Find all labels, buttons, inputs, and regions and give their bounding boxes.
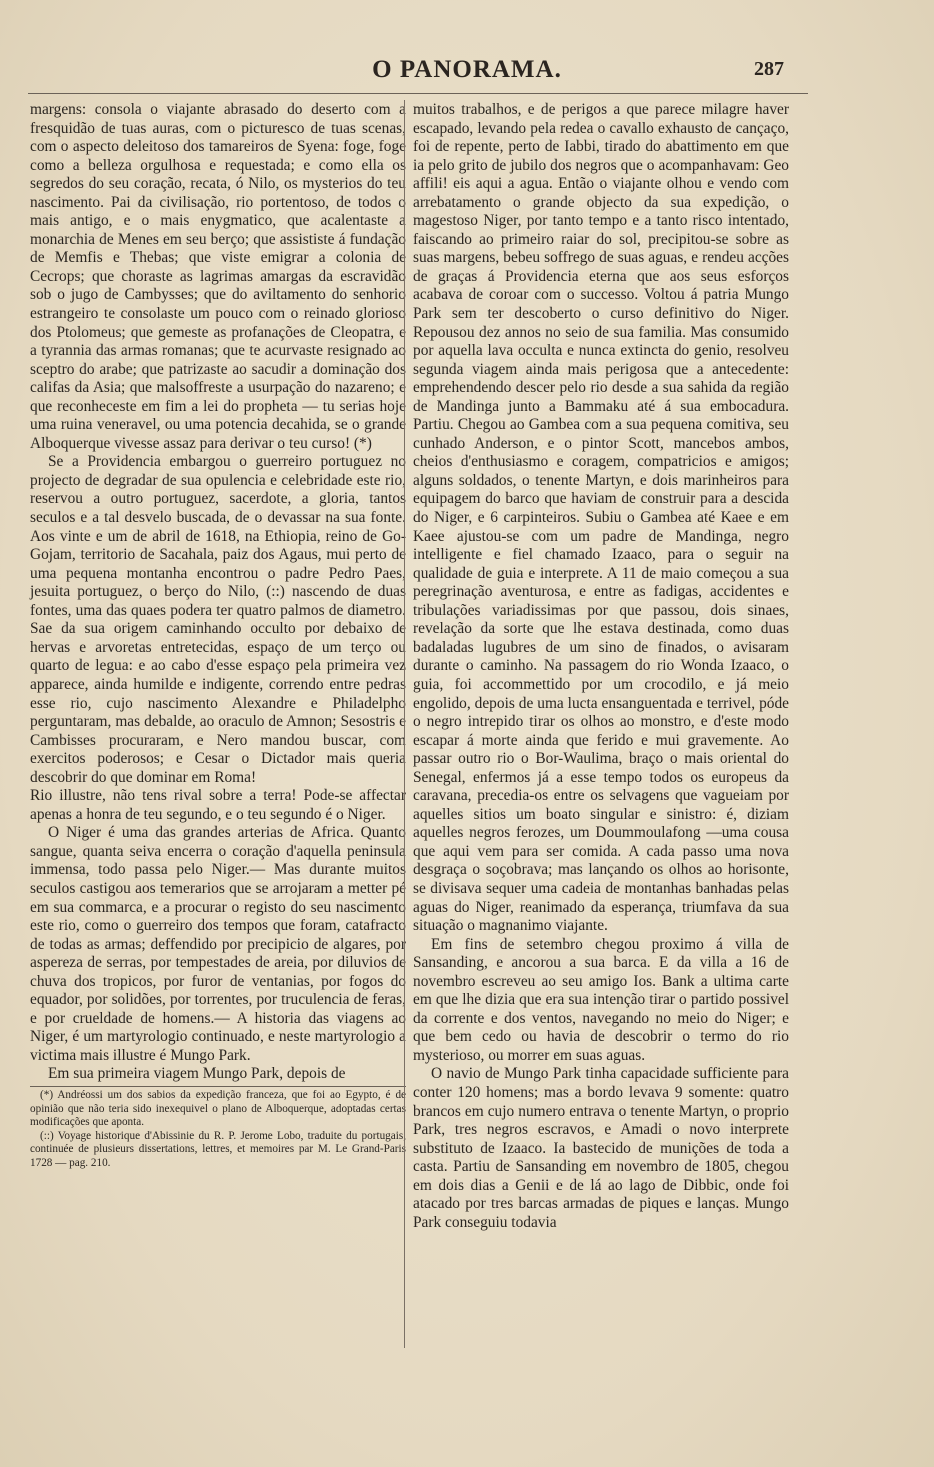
paragraph: Em sua primeira viagem Mungo Park, depois de: [48, 1065, 346, 1083]
paragraph: Em fins de setembro chegou proximo á villa de Sansanding, e ancorou a sua barca. E da villa a 16 de novembro escreveu ao seu amigo Ios. Bank a ultima carte em que lhe dizia que era sua intenção tirar o partido possivel da corrente e dos ventos, navegando no meio do Niger; e que bem cedo ou havia de descobrir o termo do rio mysterioso, ou morrer em suas aguas.: [413, 935, 789, 1064]
paragraph: O navio de Mungo Park tinha capacidade sufficiente para conter 120 homens; mas a bordo levava 9 somente: quatro brancos em cujo numero entrava o tenente Martyn, o proprio Park, tres negros escravos, e Amadi o novo interprete substituto de Izaaco. Ia bastecido de munições de toda a casta. Partiu de Sansanding em novembro de 1805, chegou em dois dias a Genii e de lá ao lago de Dibbic, onde foi atacado por tres barcas armadas de piques e lanças. Mungo Park conseguiu todavia: [413, 1065, 789, 1231]
paragraph: Rio illustre, não tens rival sobre a terra! Pode-se affectar apenas a honra de teu segundo, e o teu segundo é o Niger.: [30, 787, 406, 823]
paragraph: margens: consola o viajante abrasado do deserto com a fresquidão de tuas auras, com o picturesco de tuas scenas, com o aspecto deleitoso dos tamareiros de Syena: foge, foge como a belleza orgulhosa e requestada; e como ella os segredos do seu coração, recata, ó Nilo, os mysterios do teu nascimento. Pai da civilisação, rio portentoso, de todos o mais antigo, e o mais enygmatico, que acalentaste a monarchia de Menes em seu berço; que assististe á fundação de Memfis e Thebas; que viste emigrar a colonia de Cecrops; que choraste as lagrimas amargas da escravidão sob o jugo de Cambysses; que do aviltamento do senhorio estrangeiro te consolaste um pouco com o reinado glorioso dos Ptolomeus; que gemeste as profanações de Cleopatra, e a tyrannia das armas romanas; que te acurvaste resignado ao sceptro do arabe; que patrizaste ao sacudir a dominação dos califas da Asia; que malsoffreste a usurpação do nazareno; e que reconheceste em fim a lei do propheta — tu serias hoje uma ruina veneravel, ou uma potencia decahida, se o grande Alboquerque vivesse assaz para derivar o teu curso! (*): [30, 101, 406, 452]
footnotes: [30, 1089, 406, 1171]
page-header: [0, 56, 934, 90]
left-column: [30, 101, 406, 1171]
page-number: 287: [754, 58, 784, 80]
right-column: [413, 101, 789, 1232]
paragraph: O Niger é uma das grandes arterias de Africa. Quanto sangue, quanta seiva encerra o coração d'aquella peninsula immensa, todo passa pelo Niger.— Mas durante muitos seculos castigou aos temerarios que se arrojaram a metter pé em sua commarca, e a procurar o registo do seu nascimento este rio, como o guerreiro dos tempos que foram, catafracto de todas as armas; deffendido por precipicio de algares, por aspereza de serras, por tempestades de areia, por diluvios de chuva dos tropicos, por furor de ventanias, por fogos do equador, por solidões, por torrentes, por truculencia de feras, e por crueldade de homens.— A historia das viagens ao Niger, é um martyrologio continuado, e neste martyrologio a victima mais illustre é Mungo Park.: [30, 824, 406, 1064]
header-rule: [28, 93, 808, 94]
column-divider: [404, 100, 405, 1348]
footnote: (*) Andréossi um dos sabios da expedição franceza, que foi ao Egypto, é de opinião que não teria sido inexequivel o plano de Alboquerque, adoptadas certas modificações que aponta.: [30, 1088, 406, 1129]
paragraph: muitos trabalhos, e de perigos a que parece milagre haver escapado, levando pela redea o cavallo exhausto de cançaço, foi de repente, perto de Iabbi, tirado do abattimento em que ia pelo grito de jubilo dos negros que o acompanhavam: Geo affili! eis aqui a agua. Então o viajante olhou e vendo com arrebatamento o grande objecto da sua expedição, o magestoso Niger, por tanto tempo e a tanto risco intentado, faiscando ao primeiro raiar do sol, precipitou-se sobre as suas margens, bebeu soffrego de suas aguas, e rendeu acções de graças á Providencia eterna que aos seus esforços acabava de coroar com o successo. Voltou á patria Mungo Park sem ter descoberto o curso definitivo do Niger. Repousou dez annos no seio de sua familia. Mas consumido por aquella lava occulta e nunca extincta do genio, resolveu segunda viagem ainda mais perigosa que a antecedente: emprehendendo descer pelo rio desde a sua sahida da região de Mandinga junto a Bammaku até á sua embocadura. Partiu. Chegou ao Gambea com a sua pequena comitiva, seu cunhado Anderson, e o pintor Scott, mancebos ambos, cheios d'enthusiasmo e coragem, compatricios e amigos; alguns soldados, o tenente Martyn, e dois marinheiros para equipagem do barco que haviam de construir para a descida do Niger, e 6 carpinteiros. Subiu o Gambea até Kaee e em Kaee ajustou-se com um padre de Mandinga, negro intelligente e fiel chamado Izaaco, para o seguir na qualidade de guia e interprete. A 11 de maio começou a sua peregrinação aventurosa, e entre as fadigas, accidentes e tribulações variadissimas por que passou, dois sinaes, revelação da sorte que lhe estava destinada, como duas badaladas lugubres de um sino de finados, o avisaram durante o caminho. Na passagem do rio Wonda Izaaco, o guia, foi accommettido por um crocodilo, e já meio engolido, depois de uma lucta ensanguentada e terrivel, póde o negro intrepido tirar os olhos ao monstro, e d'este modo escapar á morte ainda que ferido e mui gravemente. Ao passar outro rio o Bor-Waulima, braço o mais oriental do Senegal, enfermos já a esse tempo todos os europeus da caravana, precedia-os entre os selvagens que vagueiam por aquelles sitios um boato singular e sinistro: é, diziam aquelles negros ferozes, um Doummoulafong —uma cousa que aqui vem para ser comida. A cada passo uma nova desgraça o soçobrava; mas lançando os olhos ao horisonte, se divisava sequer uma cadeia de montanhas banhadas pelas aguas do Niger, reanimado da esperança, triumfava da sua situação o magnanimo viajante.: [413, 101, 789, 935]
footnote-rule: [30, 1086, 406, 1087]
footnote: (::) Voyage historique d'Abissinie du R. P. Jerome Lobo, traduite du portugais, continuée de plusieurs dissertations, lettres, et memoires par M. Le Grand-Paris 1728 — pag. 210.: [30, 1129, 406, 1169]
paragraph: Se a Providencia embargou o guerreiro portuguez no projecto de degradar de sua opulencia e celebridade este rio, reservou a outro portuguez, sacerdote, a gloria, tantos seculos e a tal desvelo buscada, de o devassar na sua fonte. Aos vinte e um de abril de 1618, na Ethiopia, reino de Go-Gojam, territorio de Sacahala, paiz dos Agaus, mui perto de uma pequena montanha encontrou o padre Pedro Paes, jesuita portuguez, o berço do Nilo, (::) nascendo de duas fontes, uma das quaes podera ter quatro palmos de diametro. Sae da sua origem caminhando occulto por debaixo de hervas e arvoretas entretecidas, espaço de um terço ou quarto de legua: e ao cabo d'esse espaço pela primeira vez apparece, ainda humilde e indigente, correndo entre pedras esse rio, cujo nascimento Alexandre e Philadelpho perguntaram, mas debalde, ao oraculo de Amnon; Sesostris e Cambisses procuraram, e Nero mandou buscar, com exercitos poderosos; e Cesar o Dictador mais queria descobrir do que dominar em Roma!: [30, 453, 406, 786]
page-title: O PANORAMA.: [372, 56, 562, 83]
